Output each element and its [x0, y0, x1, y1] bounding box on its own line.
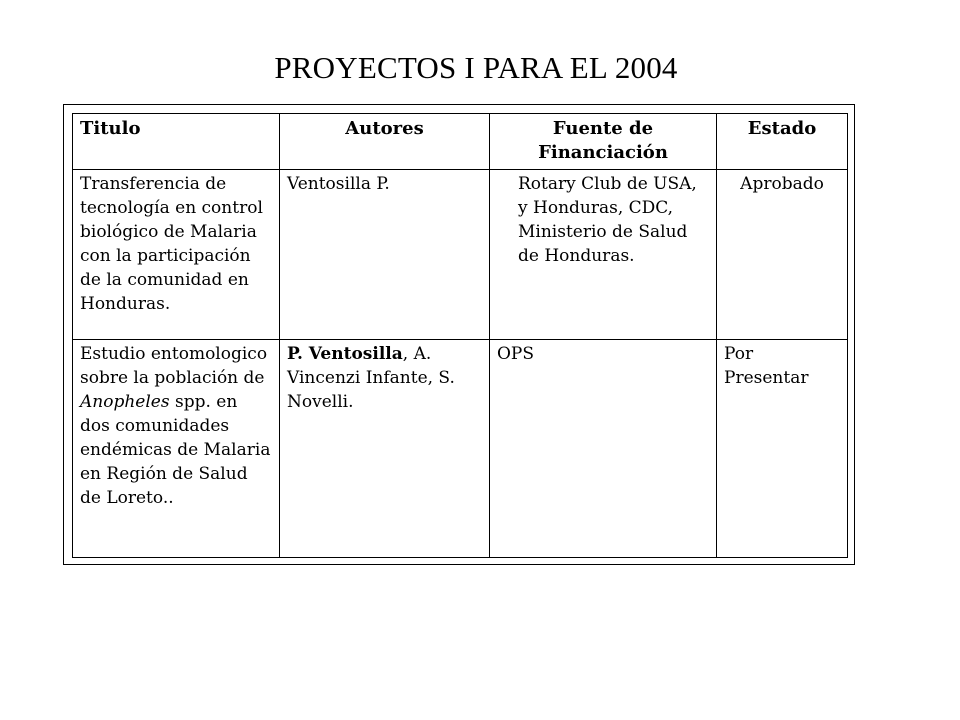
header-autores: Autores [280, 114, 490, 170]
cell-fuente: Rotary Club de USA, y Honduras, CDC, Ministerio de Salud de Honduras. [490, 170, 717, 340]
other-authors: , A. Vincenzi Infante, S. Novelli. [287, 344, 455, 412]
cell-estado: Por Presentar [717, 340, 848, 558]
cell-autores: Ventosilla P. [280, 170, 490, 340]
header-titulo: Titulo [73, 114, 280, 170]
table-frame [63, 104, 855, 565]
table-header-row [73, 114, 848, 170]
lead-author-bold: P. Ventosilla [287, 344, 403, 364]
table-row [73, 170, 848, 340]
cell-titulo: Transferencia de tecnología en control biológico de Malaria con la participación de la comunidad en Honduras. [73, 170, 280, 340]
projects-table [72, 113, 848, 558]
slide-title: PROYECTOS I PARA EL 2004 [274, 50, 678, 85]
cell-fuente: OPS [490, 340, 717, 558]
header-fuente: Fuente de Financiación [490, 114, 717, 170]
table-row [73, 340, 848, 558]
cell-titulo [73, 340, 280, 558]
titulo-text-pre: Estudio entomologico sobre la población de [80, 344, 268, 388]
cell-autores [280, 340, 490, 558]
header-estado: Estado [717, 114, 848, 170]
titulo-species-italic: Anopheles [80, 392, 170, 412]
titulo-text-post: spp. en dos comunidades endémicas de Malaria en Región de Salud de Loreto.. [80, 392, 271, 508]
cell-estado: Aprobado [717, 170, 848, 340]
